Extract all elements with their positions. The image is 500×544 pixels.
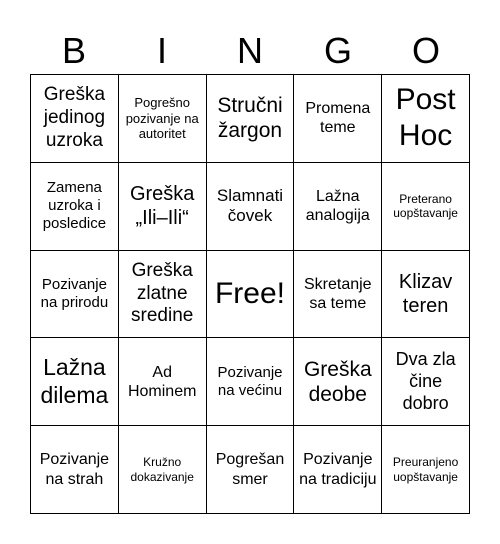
bingo-cell[interactable]: [294, 338, 382, 426]
bingo-cell[interactable]: [207, 75, 295, 163]
bingo-cell-label: Pozivanje na tradiciju: [299, 451, 377, 488]
header-letter-g: G: [323, 30, 352, 71]
bingo-cell[interactable]: [31, 251, 119, 339]
bingo-cell-label: Preuranjeno uopštavanje: [392, 455, 459, 484]
bingo-cell-label: Pozivanje na strah: [39, 451, 110, 488]
bingo-cell-label: Greška „Ili–Ili“: [129, 183, 195, 230]
bingo-cell-label: Skretanje sa teme: [303, 275, 372, 312]
bingo-cell-label: Pozivanje na prirodu: [40, 275, 109, 311]
bingo-cell[interactable]: [119, 163, 207, 251]
bingo-cell[interactable]: [382, 426, 470, 514]
bingo-cell[interactable]: [119, 251, 207, 339]
bingo-cell-label: Klizav teren: [398, 270, 453, 317]
bingo-cell[interactable]: [31, 338, 119, 426]
bingo-cell-label: Pogrešno pozivanje na autoritet: [125, 95, 199, 142]
bingo-cell[interactable]: [207, 426, 295, 514]
bingo-cell-label: Stručni žargon: [217, 94, 283, 143]
bingo-cell-label: Preterano uopštavanje: [393, 191, 458, 221]
bingo-cell-label: Greška zlatne sredine: [131, 259, 194, 327]
bingo-cell[interactable]: [294, 163, 382, 251]
bingo-cell[interactable]: [31, 75, 119, 163]
bingo-cell-label: Dva zla čine dobro: [395, 349, 456, 413]
bingo-cell[interactable]: [119, 75, 207, 163]
bingo-cell[interactable]: [31, 426, 119, 514]
bingo-cell-label: Promena teme: [305, 100, 371, 137]
bingo-cell-label: Post Hoc: [395, 83, 456, 153]
bingo-cell-label: Greška deobe: [303, 357, 372, 406]
bingo-cell-label: Lažna dilema: [40, 354, 109, 408]
bingo-cell[interactable]: [382, 251, 470, 339]
bingo-cell-label: Pogrešan smer: [215, 451, 285, 488]
header-letter-n: N: [237, 30, 263, 71]
header-letter-b: B: [61, 30, 86, 71]
bingo-cell[interactable]: [207, 338, 295, 426]
bingo-cell-label: Slamnati čovek: [216, 185, 284, 226]
bingo-cell[interactable]: [119, 426, 207, 514]
bingo-cell-label: Greška jedinog uzroka: [43, 84, 106, 151]
bingo-cell[interactable]: [207, 163, 295, 251]
header-letter-o: O: [411, 30, 440, 71]
bingo-cell[interactable]: [294, 75, 382, 163]
bingo-cell-label: Free!: [214, 276, 285, 310]
bingo-cell-label: Zamena uzroka i posledice: [42, 179, 107, 233]
bingo-cell[interactable]: [294, 426, 382, 514]
bingo-cell[interactable]: [119, 338, 207, 426]
bingo-cell[interactable]: [31, 163, 119, 251]
bingo-cell[interactable]: [382, 75, 470, 163]
bingo-cell-label: Kružno dokazivanje: [130, 455, 194, 484]
bingo-cell-label: Ad Hominem: [127, 363, 197, 400]
header-letter-i: I: [156, 30, 167, 71]
bingo-cell-label: Pozivanje na većinu: [217, 363, 283, 399]
bingo-board: [30, 74, 470, 514]
bingo-cell[interactable]: [382, 163, 470, 251]
bingo-cell[interactable]: [382, 338, 470, 426]
bingo-cell-label: Lažna analogija: [305, 188, 370, 225]
bingo-cell[interactable]: [294, 251, 382, 339]
bingo-cell[interactable]: [207, 251, 295, 339]
bingo-header: [30, 28, 470, 74]
